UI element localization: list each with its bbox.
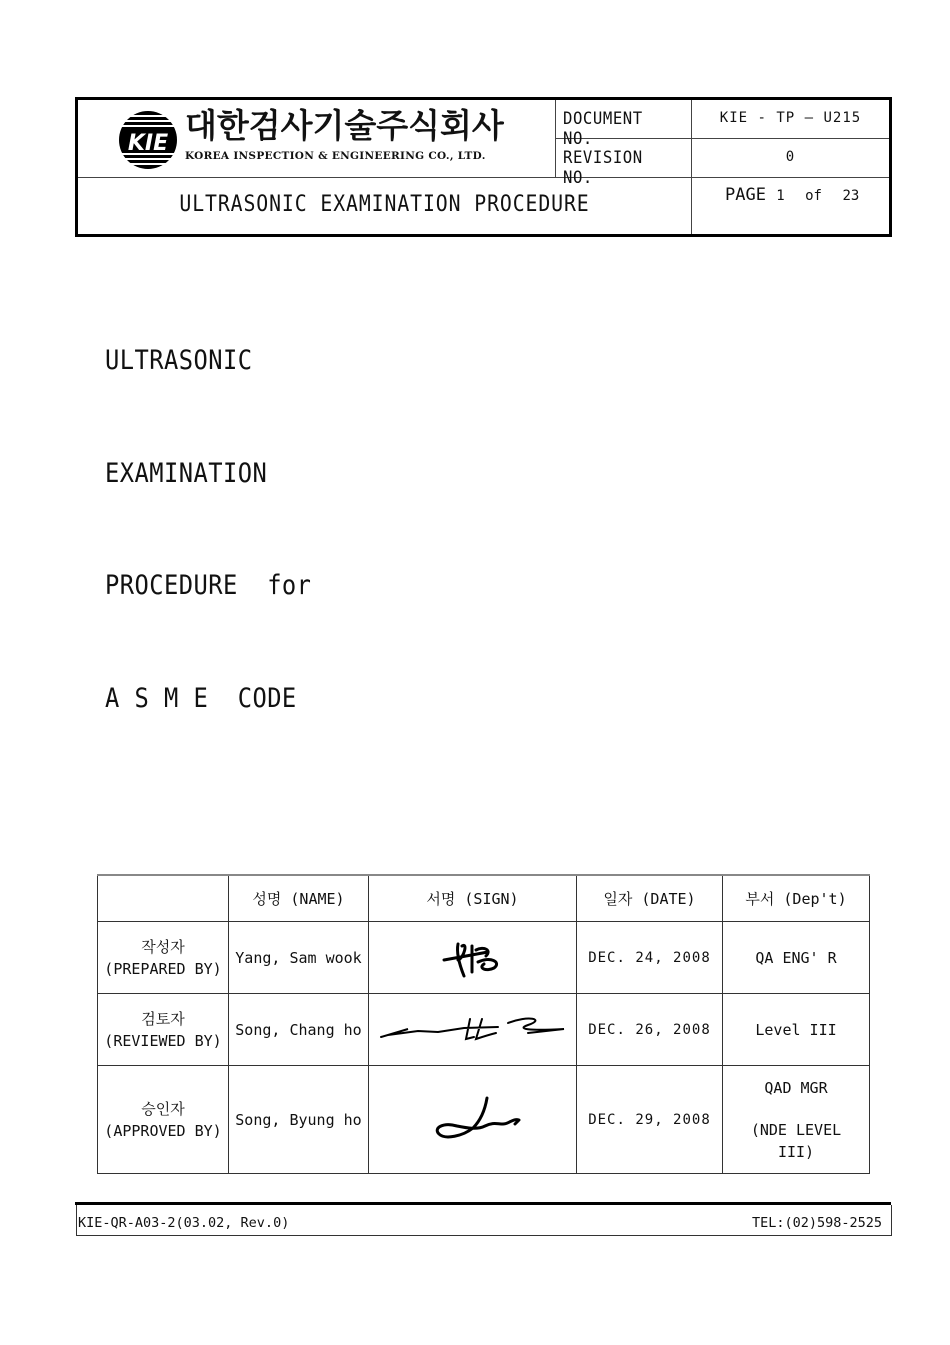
dept-line: (NDE LEVEL III)	[750, 1120, 842, 1161]
dept-line: QAD MGR	[764, 1078, 828, 1097]
telephone: TEL:(02)598-2525	[751, 1215, 882, 1231]
column-header-role	[98, 875, 229, 922]
document-no-label-cell	[556, 100, 692, 149]
document-no-label: DOCUMENT NO.	[563, 109, 643, 149]
cover-title-line: ULTRASONIC	[105, 345, 253, 376]
role-korean: 작성자	[141, 937, 185, 956]
kie-logo-icon	[118, 109, 178, 171]
cover-title-line: EXAMINATION	[105, 457, 268, 489]
form-code: KIE-QR-A03-2(03.02, Rev.0)	[78, 1215, 290, 1231]
column-header-date: 일자 (DATE)	[577, 875, 723, 922]
page-total: 23	[842, 188, 860, 204]
dept-cell	[723, 922, 870, 994]
approval-table	[97, 874, 870, 1174]
approval-table-header-row	[98, 875, 870, 922]
date-cell: DEC. 29, 2008	[577, 1066, 723, 1174]
role-cell	[98, 994, 229, 1066]
procedure-title: ULTRASONIC EXAMINATION PROCEDURE	[179, 192, 590, 217]
document-header	[75, 97, 892, 237]
page-of: of	[805, 188, 822, 204]
cover-title-line: PROCEDURE for	[105, 570, 312, 601]
role-korean: 검토자	[141, 1009, 185, 1028]
dept-cell	[723, 1066, 870, 1174]
name-cell: Song, Byung ho	[229, 1066, 369, 1174]
role-cell	[98, 1066, 229, 1174]
role-korean: 승인자	[141, 1099, 185, 1118]
role-english: (REVIEWED BY)	[104, 1031, 222, 1050]
dept-cell	[723, 994, 870, 1066]
column-header-sign: 서명 (SIGN)	[369, 875, 577, 922]
signature-song-chang-icon	[378, 1013, 568, 1047]
dept-line: Level III	[755, 1020, 837, 1039]
cover-title	[105, 267, 311, 755]
page-footer	[76, 1205, 892, 1236]
name-cell: Song, Chang ho	[229, 994, 369, 1066]
column-header-name: 성명 (NAME)	[229, 875, 369, 922]
company-english-name: KOREA INSPECTION & ENGINEERING CO., LTD.	[185, 150, 486, 162]
page-indicator	[725, 185, 859, 205]
procedure-title-cell	[78, 178, 692, 234]
company-korean-name: 대한검사기술주식회사	[185, 106, 504, 145]
sign-cell	[369, 994, 577, 1066]
table-row-reviewed	[98, 994, 870, 1066]
sign-cell	[369, 922, 577, 994]
column-header-dept: 부서 (Dep't)	[723, 875, 870, 922]
revision-no-label: REVISION NO.	[563, 148, 643, 188]
role-english: (APPROVED BY)	[104, 1121, 222, 1140]
revision-no-label-cell	[556, 139, 692, 188]
date-cell: DEC. 26, 2008	[577, 994, 723, 1066]
revision-no-value: 0	[785, 149, 796, 165]
role-cell	[98, 922, 229, 994]
signature-yang-icon	[438, 936, 508, 980]
page-label: PAGE	[725, 185, 766, 205]
table-row-approved	[98, 1066, 870, 1174]
cover-title-line: A S M E CODE	[105, 682, 297, 714]
document-no-value: KIE - TP – U215	[719, 110, 862, 126]
table-row-prepared	[98, 922, 870, 994]
company-logo-cell	[78, 100, 556, 178]
dept-line: QA ENG' R	[755, 948, 837, 967]
date-cell: DEC. 24, 2008	[577, 922, 723, 994]
svg-text:KIE: KIE	[127, 131, 169, 156]
signature-song-byung-icon	[423, 1094, 523, 1146]
name-cell: Yang, Sam wook	[229, 922, 369, 994]
page-number-cell	[692, 178, 889, 234]
role-english: (PREPARED BY)	[104, 959, 222, 978]
document-no-value-cell	[692, 100, 889, 139]
revision-no-value-cell	[692, 139, 889, 178]
sign-cell	[369, 1066, 577, 1174]
page-current: 1	[776, 188, 785, 204]
